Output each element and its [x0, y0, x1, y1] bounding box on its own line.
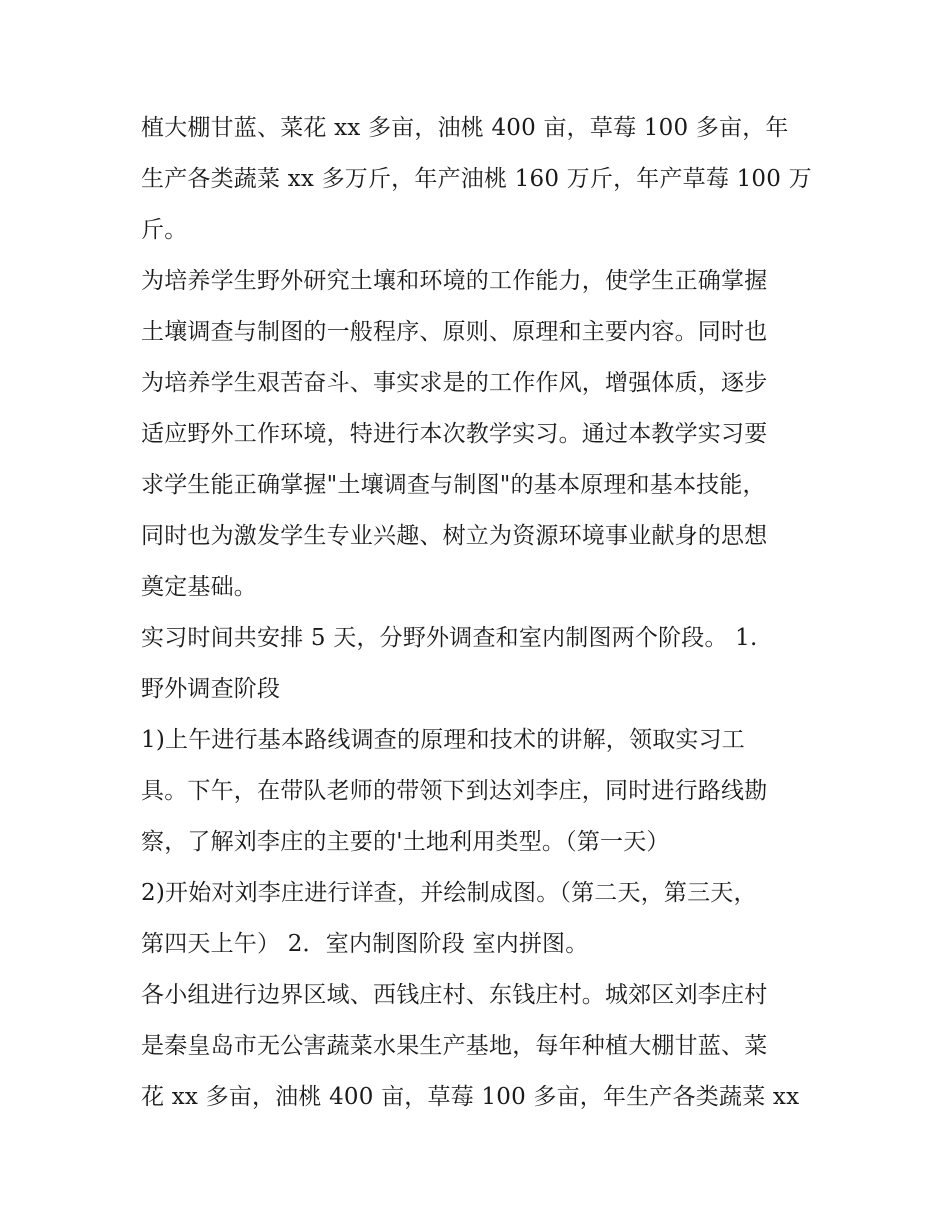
text-line: 求学生能正确掌握"土壤调查与制图"的基本原理和基本技能，	[141, 472, 766, 498]
text-line: 为培养学生野外研究土壤和环境的工作能力，使学生正确掌握	[141, 268, 768, 294]
text-line: 察，了解刘李庄的主要的'土地利用类型。（第一天）	[141, 829, 670, 855]
text-line: 土壤调查与制图的一般程序、原则、原理和主要内容。同时也	[141, 319, 768, 345]
text-line: 具。下午，在带队老师的带领下到达刘李庄，同时进行路线勘	[141, 778, 768, 804]
text-line: 野外调查阶段	[141, 676, 281, 702]
text-line: 2)开始对刘李庄进行详查，并绘制成图。（第二天，第三天，	[141, 880, 757, 906]
text-line: 实习时间共安排 5 天，分野外调查和室内制图两个阶段。 1.	[141, 625, 758, 651]
text-line: 第四天上午） 2．室内制图阶段 室内拼图。	[141, 931, 589, 957]
text-line: 生产各类蔬菜 xx 多万斤，年产油桃 160 万斤，年产草莓 100 万	[141, 166, 812, 192]
text-line: 花 xx 多亩，油桃 400 亩，草莓 100 多亩，年生产各类蔬菜 xx	[141, 1084, 800, 1110]
text-line: 奠定基础。	[141, 574, 257, 600]
text-line: 植大棚甘蓝、菜花 xx 多亩，油桃 400 亩，草莓 100 多亩，年	[141, 115, 789, 141]
text-line: 1)上午进行基本路线调查的原理和技术的讲解，领取实习工	[141, 727, 746, 753]
text-line: 为培养学生艰苦奋斗、事实求是的工作作风，增强体质，逐步	[141, 370, 768, 396]
text-line: 斤。	[141, 217, 188, 243]
text-line: 各小组进行边界区域、西钱庄村、东钱庄村。城郊区刘李庄村	[141, 982, 768, 1008]
text-line: 是秦皇岛市无公害蔬菜水果生产基地，每年种植大棚甘蓝、菜	[141, 1033, 768, 1059]
text-line: 同时也为激发学生专业兴趣、树立为资源环境事业献身的思想	[141, 523, 768, 549]
text-line: 适应野外工作环境，特进行本次教学实习。通过本教学实习要	[141, 421, 768, 447]
